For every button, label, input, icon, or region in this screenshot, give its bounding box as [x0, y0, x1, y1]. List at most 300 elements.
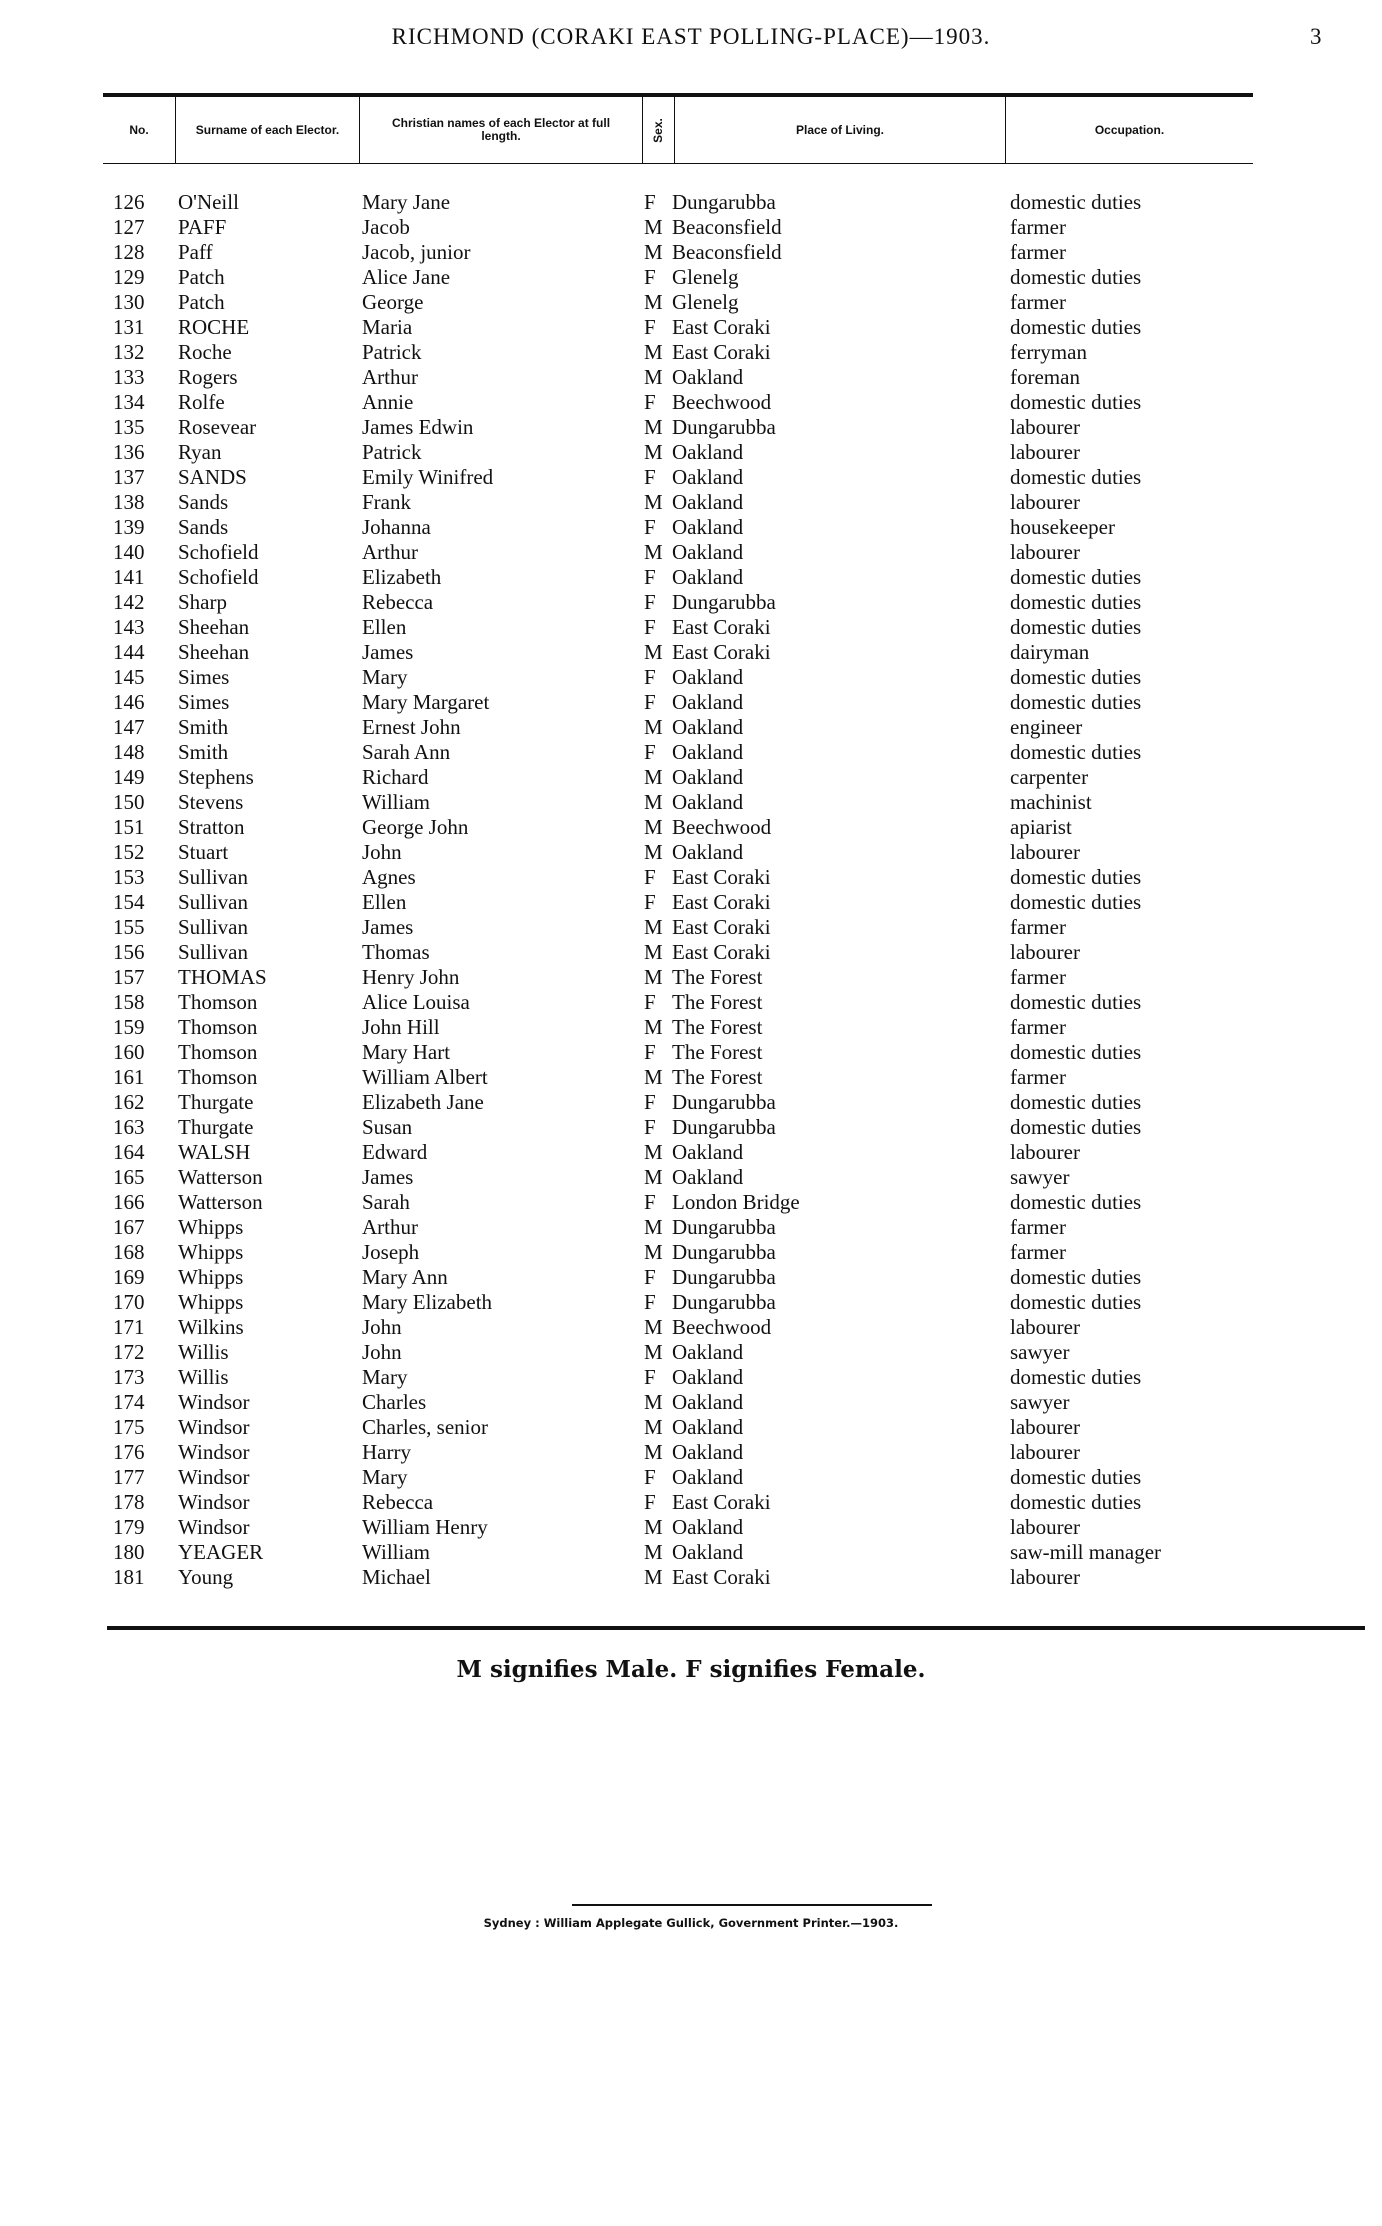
elector-sex: F — [644, 1365, 656, 1389]
elector-sex: F — [644, 565, 656, 589]
elector-surname: Windsor — [178, 1390, 250, 1414]
elector-occupation: labourer — [1010, 940, 1080, 964]
elector-christian-names: Edward — [362, 1140, 428, 1164]
elector-place: The Forest — [672, 1015, 763, 1039]
elector-occupation: labourer — [1010, 1415, 1080, 1439]
elector-surname: Smith — [178, 740, 229, 764]
elector-surname: Whipps — [178, 1265, 244, 1289]
elector-number: 175 — [113, 1415, 145, 1439]
elector-occupation: domestic duties — [1010, 265, 1142, 289]
elector-christian-names: Arthur — [362, 540, 418, 564]
elector-christian-names: William — [362, 1540, 430, 1564]
elector-number: 143 — [113, 615, 145, 639]
elector-christian-names: Charles — [362, 1390, 427, 1414]
elector-number: 168 — [113, 1240, 145, 1264]
elector-occupation: domestic duties — [1010, 315, 1142, 339]
elector-number: 181 — [113, 1565, 145, 1589]
table-row — [0, 590, 1382, 615]
elector-christian-names: George John — [362, 815, 469, 839]
elector-christian-names: Annie — [362, 390, 414, 414]
elector-sex: M — [644, 1515, 663, 1539]
elector-place: East Coraki — [672, 315, 771, 339]
elector-occupation: domestic duties — [1010, 990, 1142, 1014]
elector-christian-names: Ellen — [362, 890, 407, 914]
elector-christian-names: Elizabeth Jane — [362, 1090, 484, 1114]
elector-christian-names: Patrick — [362, 340, 422, 364]
elector-surname: PAFF — [178, 215, 227, 239]
elector-place: East Coraki — [672, 1565, 771, 1589]
table-row — [0, 1015, 1382, 1040]
elector-sex: F — [644, 740, 656, 764]
elector-occupation: labourer — [1010, 1565, 1080, 1589]
elector-sex: M — [644, 1440, 663, 1464]
elector-number: 133 — [113, 365, 145, 389]
elector-sex: M — [644, 290, 663, 314]
elector-place: Oakland — [672, 515, 744, 539]
elector-christian-names: Harry — [362, 1440, 411, 1464]
elector-christian-names: Mary — [362, 665, 408, 689]
elector-number: 140 — [113, 540, 145, 564]
elector-christian-names: William — [362, 790, 430, 814]
table-row — [0, 1465, 1382, 1490]
elector-surname: Schofield — [178, 540, 259, 564]
elector-place: Oakland — [672, 1440, 744, 1464]
table-row — [0, 1415, 1382, 1440]
elector-number: 152 — [113, 840, 145, 864]
elector-occupation: labourer — [1010, 440, 1080, 464]
elector-place: East Coraki — [672, 340, 771, 364]
elector-christian-names: Alice Jane — [362, 265, 451, 289]
elector-occupation: carpenter — [1010, 765, 1089, 789]
elector-place: Dungarubba — [672, 1115, 776, 1139]
elector-christian-names: John — [362, 1315, 402, 1339]
elector-place: Oakland — [672, 365, 744, 389]
elector-sex: M — [644, 240, 663, 264]
elector-occupation: labourer — [1010, 840, 1080, 864]
elector-place: Oakland — [672, 1415, 744, 1439]
elector-sex: M — [644, 1565, 663, 1589]
elector-occupation: domestic duties — [1010, 1465, 1142, 1489]
elector-christian-names: Ernest John — [362, 715, 461, 739]
elector-place: East Coraki — [672, 940, 771, 964]
elector-rows — [0, 190, 1382, 1590]
elector-number: 150 — [113, 790, 145, 814]
elector-christian-names: Charles, senior — [362, 1415, 488, 1439]
table-row — [0, 465, 1382, 490]
elector-surname: Stuart — [178, 840, 229, 864]
elector-sex: M — [644, 815, 663, 839]
header-sex-label: Sex. — [651, 117, 665, 143]
elector-number: 179 — [113, 1515, 145, 1539]
table-row — [0, 1565, 1382, 1590]
elector-occupation: labourer — [1010, 1440, 1080, 1464]
elector-place: Oakland — [672, 465, 744, 489]
elector-number: 165 — [113, 1165, 145, 1189]
elector-surname: Sullivan — [178, 890, 249, 914]
elector-sex: F — [644, 990, 656, 1014]
sex-legend: M signifies Male. F signifies Female. — [456, 1656, 926, 1683]
elector-place: Oakland — [672, 715, 744, 739]
elector-number: 160 — [113, 1040, 145, 1064]
elector-surname: Windsor — [178, 1440, 250, 1464]
elector-place: Oakland — [672, 540, 744, 564]
elector-number: 145 — [113, 665, 145, 689]
elector-place: Oakland — [672, 690, 744, 714]
table-row — [0, 340, 1382, 365]
elector-place: Beaconsfield — [672, 240, 782, 264]
elector-occupation: domestic duties — [1010, 465, 1142, 489]
table-row — [0, 990, 1382, 1015]
elector-number: 147 — [113, 715, 145, 739]
elector-surname: Sheehan — [178, 615, 250, 639]
elector-surname: Windsor — [178, 1490, 250, 1514]
table-row — [0, 1440, 1382, 1465]
elector-christian-names: Patrick — [362, 440, 422, 464]
elector-occupation: labourer — [1010, 1515, 1080, 1539]
elector-number: 137 — [113, 465, 145, 489]
elector-occupation: engineer — [1010, 715, 1083, 739]
elector-surname: Schofield — [178, 565, 259, 589]
elector-surname: Whipps — [178, 1240, 244, 1264]
table-row — [0, 865, 1382, 890]
elector-number: 174 — [113, 1390, 145, 1414]
elector-occupation: sawyer — [1010, 1390, 1070, 1414]
elector-christian-names: James — [362, 640, 414, 664]
elector-christian-names: Rebecca — [362, 1490, 434, 1514]
elector-sex: F — [644, 890, 656, 914]
elector-occupation: farmer — [1010, 215, 1066, 239]
elector-sex: M — [644, 1240, 663, 1264]
elector-sex: F — [644, 190, 656, 214]
page-number: 3 — [1310, 24, 1322, 49]
elector-number: 163 — [113, 1115, 145, 1139]
table-row — [0, 740, 1382, 765]
elector-place: The Forest — [672, 1065, 763, 1089]
elector-place: East Coraki — [672, 890, 771, 914]
table-row — [0, 1140, 1382, 1165]
elector-occupation: domestic duties — [1010, 665, 1142, 689]
elector-christian-names: Michael — [362, 1565, 431, 1589]
elector-place: Oakland — [672, 1465, 744, 1489]
table-row — [0, 1515, 1382, 1540]
elector-place: Oakland — [672, 440, 744, 464]
elector-sex: F — [644, 390, 656, 414]
elector-sex: M — [644, 965, 663, 989]
elector-sex: M — [644, 840, 663, 864]
elector-place: Dungarubba — [672, 415, 776, 439]
table-row — [0, 715, 1382, 740]
table-row — [0, 515, 1382, 540]
elector-sex: F — [644, 1040, 656, 1064]
elector-sex: M — [644, 1390, 663, 1414]
elector-christian-names: Emily Winifred — [362, 465, 494, 489]
elector-surname: WALSH — [178, 1140, 251, 1164]
elector-sex: F — [644, 265, 656, 289]
elector-number: 126 — [113, 190, 145, 214]
elector-surname: Rosevear — [178, 415, 257, 439]
elector-christian-names: Mary — [362, 1465, 408, 1489]
table-row — [0, 1090, 1382, 1115]
elector-sex: M — [644, 790, 663, 814]
table-row — [0, 1240, 1382, 1265]
elector-place: Beaconsfield — [672, 215, 782, 239]
elector-sex: F — [644, 315, 656, 339]
elector-surname: Ryan — [178, 440, 222, 464]
elector-christian-names: James Edwin — [362, 415, 474, 439]
table-bottom-rule — [107, 1626, 1365, 1630]
elector-surname: Rolfe — [178, 390, 225, 414]
elector-christian-names: Arthur — [362, 365, 418, 389]
elector-occupation: farmer — [1010, 1015, 1066, 1039]
elector-place: Oakland — [672, 765, 744, 789]
elector-occupation: labourer — [1010, 540, 1080, 564]
elector-place: Dungarubba — [672, 1090, 776, 1114]
elector-place: Oakland — [672, 1140, 744, 1164]
elector-sex: F — [644, 1090, 656, 1114]
elector-christian-names: Rebecca — [362, 590, 434, 614]
elector-place: The Forest — [672, 1040, 763, 1064]
elector-surname: Patch — [178, 290, 225, 314]
elector-christian-names: James — [362, 1165, 414, 1189]
elector-place: Glenelg — [672, 290, 739, 314]
elector-place: East Coraki — [672, 915, 771, 939]
table-row — [0, 1040, 1382, 1065]
elector-occupation: labourer — [1010, 1315, 1080, 1339]
elector-surname: O'Neill — [178, 190, 239, 214]
elector-christian-names: George — [362, 290, 424, 314]
elector-occupation: domestic duties — [1010, 1090, 1142, 1114]
header-place: Place of Living. — [674, 97, 1005, 163]
elector-occupation: labourer — [1010, 415, 1080, 439]
elector-sex: F — [644, 1265, 656, 1289]
elector-sex: M — [644, 1540, 663, 1564]
elector-occupation: farmer — [1010, 965, 1066, 989]
elector-surname: Thomson — [178, 1040, 258, 1064]
elector-surname: Sullivan — [178, 865, 249, 889]
elector-occupation: domestic duties — [1010, 1290, 1142, 1314]
printer-rule — [572, 1904, 932, 1906]
elector-number: 166 — [113, 1190, 145, 1214]
table-row — [0, 290, 1382, 315]
elector-place: East Coraki — [672, 865, 771, 889]
table-row — [0, 1190, 1382, 1215]
elector-surname: THOMAS — [178, 965, 267, 989]
elector-place: Dungarubba — [672, 190, 776, 214]
table-row — [0, 1065, 1382, 1090]
elector-surname: Sands — [178, 490, 229, 514]
elector-sex: M — [644, 1015, 663, 1039]
elector-number: 169 — [113, 1265, 145, 1289]
elector-occupation: farmer — [1010, 915, 1066, 939]
elector-christian-names: Ellen — [362, 615, 407, 639]
elector-christian-names: John — [362, 1340, 402, 1364]
elector-surname: Sullivan — [178, 915, 249, 939]
elector-sex: M — [644, 540, 663, 564]
elector-sex: F — [644, 615, 656, 639]
elector-number: 176 — [113, 1440, 145, 1464]
elector-surname: Thomson — [178, 990, 258, 1014]
elector-surname: Sullivan — [178, 940, 249, 964]
elector-number: 144 — [113, 640, 145, 664]
elector-number: 172 — [113, 1340, 145, 1364]
elector-sex: F — [644, 590, 656, 614]
elector-number: 149 — [113, 765, 145, 789]
elector-occupation: farmer — [1010, 1215, 1066, 1239]
elector-number: 157 — [113, 965, 145, 989]
elector-surname: Stratton — [178, 815, 245, 839]
elector-place: Glenelg — [672, 265, 739, 289]
elector-place: Oakland — [672, 1340, 744, 1364]
elector-surname: Windsor — [178, 1465, 250, 1489]
elector-sex: F — [644, 515, 656, 539]
elector-number: 151 — [113, 815, 145, 839]
elector-number: 155 — [113, 915, 145, 939]
elector-occupation: domestic duties — [1010, 890, 1142, 914]
elector-christian-names: Agnes — [362, 865, 416, 889]
elector-number: 127 — [113, 215, 145, 239]
table-row — [0, 815, 1382, 840]
elector-number: 159 — [113, 1015, 145, 1039]
elector-occupation: domestic duties — [1010, 865, 1142, 889]
elector-occupation: domestic duties — [1010, 1365, 1142, 1389]
elector-number: 161 — [113, 1065, 145, 1089]
elector-number: 146 — [113, 690, 145, 714]
elector-occupation: domestic duties — [1010, 565, 1142, 589]
elector-sex: M — [644, 1415, 663, 1439]
elector-occupation: domestic duties — [1010, 590, 1142, 614]
elector-number: 167 — [113, 1215, 145, 1239]
elector-surname: Roche — [178, 340, 232, 364]
elector-sex: F — [644, 665, 656, 689]
elector-surname: Thurgate — [178, 1115, 254, 1139]
table-row — [0, 1265, 1382, 1290]
elector-number: 170 — [113, 1290, 145, 1314]
elector-christian-names: Mary Hart — [362, 1040, 451, 1064]
elector-surname: Whipps — [178, 1290, 244, 1314]
header-sex — [642, 97, 674, 163]
table-row — [0, 565, 1382, 590]
elector-place: Oakland — [672, 1540, 744, 1564]
elector-occupation: domestic duties — [1010, 190, 1142, 214]
elector-christian-names: William Henry — [362, 1515, 488, 1539]
elector-sex: M — [644, 1340, 663, 1364]
elector-place: Oakland — [672, 1515, 744, 1539]
elector-occupation: housekeeper — [1010, 515, 1115, 539]
elector-christian-names: Susan — [362, 1115, 413, 1139]
elector-number: 136 — [113, 440, 145, 464]
elector-christian-names: Johanna — [362, 515, 431, 539]
elector-surname: Thomson — [178, 1015, 258, 1039]
table-row — [0, 490, 1382, 515]
elector-sex: F — [644, 1465, 656, 1489]
elector-number: 154 — [113, 890, 145, 914]
elector-place: Oakland — [672, 490, 744, 514]
elector-occupation: domestic duties — [1010, 1040, 1142, 1064]
elector-sex: M — [644, 340, 663, 364]
elector-place: Dungarubba — [672, 1240, 776, 1264]
elector-number: 138 — [113, 490, 145, 514]
elector-surname: Willis — [178, 1340, 229, 1364]
elector-number: 171 — [113, 1315, 145, 1339]
elector-sex: M — [644, 490, 663, 514]
elector-sex: M — [644, 1140, 663, 1164]
elector-occupation: sawyer — [1010, 1165, 1070, 1189]
elector-sex: M — [644, 365, 663, 389]
elector-number: 129 — [113, 265, 145, 289]
elector-place: Oakland — [672, 790, 744, 814]
table-row — [0, 615, 1382, 640]
table-row — [0, 790, 1382, 815]
elector-place: Oakland — [672, 1165, 744, 1189]
table-row — [0, 690, 1382, 715]
table-row — [0, 965, 1382, 990]
elector-surname: Stevens — [178, 790, 244, 814]
elector-surname: ROCHE — [178, 315, 250, 339]
elector-number: 156 — [113, 940, 145, 964]
header-no: No. — [129, 122, 149, 137]
elector-number: 132 — [113, 340, 145, 364]
table-row — [0, 365, 1382, 390]
elector-place: London Bridge — [672, 1190, 800, 1214]
elector-surname: Young — [178, 1565, 234, 1589]
elector-number: 141 — [113, 565, 145, 589]
elector-occupation: farmer — [1010, 240, 1066, 264]
elector-christian-names: John Hill — [362, 1015, 440, 1039]
elector-place: Oakland — [672, 565, 744, 589]
elector-number: 180 — [113, 1540, 145, 1564]
table-row — [0, 1115, 1382, 1140]
elector-occupation: foreman — [1010, 365, 1080, 389]
table-row — [0, 915, 1382, 940]
elector-surname: Wilkins — [178, 1315, 244, 1339]
elector-sex: M — [644, 1065, 663, 1089]
elector-place: East Coraki — [672, 1490, 771, 1514]
elector-place: Dungarubba — [672, 1265, 776, 1289]
header-surname: Surname of each Elector. — [175, 97, 359, 163]
elector-surname: Sheehan — [178, 640, 250, 664]
elector-occupation: saw-mill manager — [1010, 1540, 1162, 1564]
table-row — [0, 890, 1382, 915]
elector-number: 134 — [113, 390, 145, 414]
elector-number: 158 — [113, 990, 145, 1014]
table-row — [0, 1290, 1382, 1315]
table-row — [0, 390, 1382, 415]
elector-place: Beechwood — [672, 1315, 772, 1339]
elector-sex: M — [644, 715, 663, 739]
elector-place: Oakland — [672, 1365, 744, 1389]
elector-christian-names: Jacob, junior — [362, 240, 471, 264]
elector-sex: F — [644, 465, 656, 489]
elector-occupation: machinist — [1010, 790, 1092, 814]
elector-sex: F — [644, 1490, 656, 1514]
elector-christian-names: Sarah — [362, 1190, 410, 1214]
elector-number: 142 — [113, 590, 145, 614]
elector-number: 135 — [113, 415, 145, 439]
table-row — [0, 240, 1382, 265]
elector-christian-names: William Albert — [362, 1065, 488, 1089]
elector-place: Oakland — [672, 740, 744, 764]
table-row — [0, 215, 1382, 240]
elector-surname: Thomson — [178, 1065, 258, 1089]
elector-occupation: domestic duties — [1010, 690, 1142, 714]
elector-number: 148 — [113, 740, 145, 764]
table-row — [0, 940, 1382, 965]
elector-surname: Rogers — [178, 365, 238, 389]
elector-place: East Coraki — [672, 640, 771, 664]
table-row — [0, 190, 1382, 215]
elector-christian-names: Richard — [362, 765, 429, 789]
elector-christian-names: John — [362, 840, 402, 864]
